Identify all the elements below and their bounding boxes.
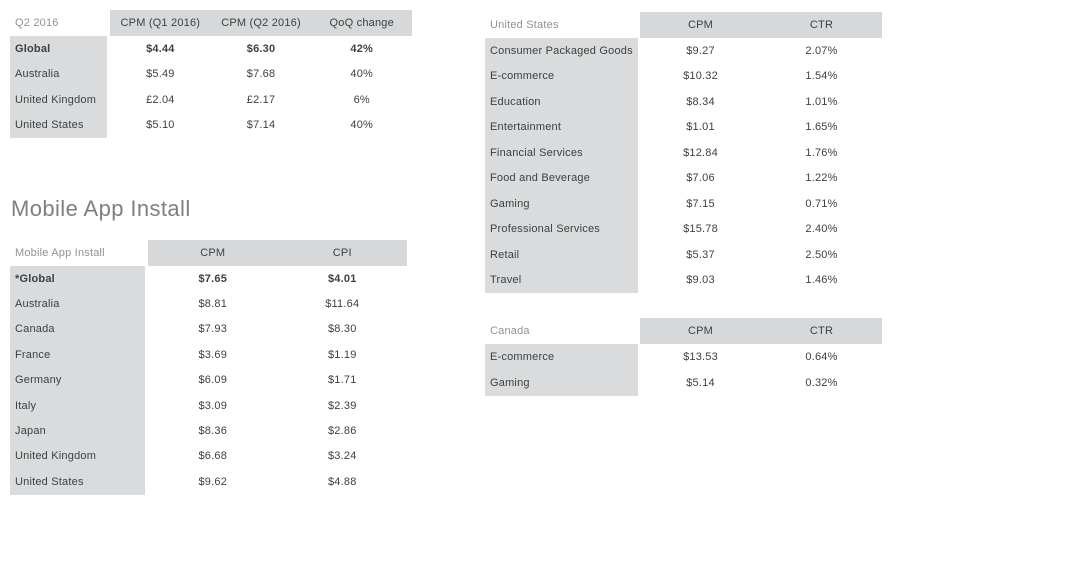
united-states-industry-table bbox=[485, 12, 882, 293]
table-row bbox=[485, 344, 882, 370]
row-label: Consumer Packaged Goods bbox=[485, 38, 638, 64]
row-label: Australia bbox=[10, 291, 145, 316]
q2-2016-cpm-table bbox=[10, 10, 412, 138]
cell-value: $6.68 bbox=[148, 444, 278, 469]
table-corner-label: Q2 2016 bbox=[10, 10, 107, 36]
cell-value: $3.24 bbox=[278, 444, 408, 469]
row-label: Financial Services bbox=[485, 140, 638, 166]
table-header-row bbox=[10, 10, 412, 36]
cell-value: $2.86 bbox=[278, 418, 408, 443]
cell-value: $3.09 bbox=[148, 393, 278, 418]
cell-value: 1.01% bbox=[761, 89, 882, 115]
cell-value: $7.15 bbox=[640, 191, 761, 217]
table-header-row bbox=[485, 12, 882, 38]
cell-value: $7.06 bbox=[640, 166, 761, 192]
section-heading: Mobile App Install bbox=[11, 196, 191, 221]
table-corner-label: Canada bbox=[485, 318, 638, 344]
table-row bbox=[10, 113, 412, 139]
table-row bbox=[10, 266, 407, 291]
row-label: Germany bbox=[10, 368, 145, 393]
cell-value: $6.30 bbox=[211, 36, 312, 62]
table-row bbox=[485, 38, 882, 64]
cell-value: $1.71 bbox=[278, 368, 408, 393]
cell-value: $4.44 bbox=[110, 36, 211, 62]
cell-value: $9.27 bbox=[640, 38, 761, 64]
cell-value: $15.78 bbox=[640, 217, 761, 243]
table-corner-label: Mobile App Install bbox=[10, 240, 145, 266]
row-label: Entertainment bbox=[485, 115, 638, 141]
cell-value: 2.07% bbox=[761, 38, 882, 64]
row-label: United States bbox=[10, 113, 107, 139]
row-label: Gaming bbox=[485, 191, 638, 217]
cell-value: $8.81 bbox=[148, 291, 278, 316]
row-label: *Global bbox=[10, 266, 145, 291]
table-row bbox=[485, 64, 882, 90]
table-row bbox=[485, 370, 882, 396]
table-row bbox=[10, 368, 407, 393]
cell-value: £2.17 bbox=[211, 87, 312, 113]
row-label: United Kingdom bbox=[10, 87, 107, 113]
row-label: Japan bbox=[10, 418, 145, 443]
row-label: Education bbox=[485, 89, 638, 115]
cell-value: $5.10 bbox=[110, 113, 211, 139]
cell-value: 6% bbox=[311, 87, 412, 113]
cell-value: $5.14 bbox=[640, 370, 761, 396]
row-label: Canada bbox=[10, 317, 145, 342]
column-header: CPM bbox=[640, 12, 761, 38]
canada-industry-table bbox=[485, 318, 882, 396]
column-header: CPM bbox=[148, 240, 278, 266]
table-row bbox=[10, 317, 407, 342]
table-row bbox=[485, 89, 882, 115]
cell-value: $7.93 bbox=[148, 317, 278, 342]
cell-value: $2.39 bbox=[278, 393, 408, 418]
column-header: CPM bbox=[640, 318, 761, 344]
cell-value: $8.34 bbox=[640, 89, 761, 115]
cell-value: $11.64 bbox=[278, 291, 408, 316]
cell-value: $4.88 bbox=[278, 469, 408, 494]
table-row bbox=[10, 87, 412, 113]
cell-value: 1.46% bbox=[761, 268, 882, 294]
table-row bbox=[10, 393, 407, 418]
cell-value: $9.62 bbox=[148, 469, 278, 494]
cell-value: $8.36 bbox=[148, 418, 278, 443]
cell-value: £2.04 bbox=[110, 87, 211, 113]
table-header-row bbox=[485, 318, 882, 344]
row-label: Australia bbox=[10, 62, 107, 88]
table-header-row bbox=[10, 240, 407, 266]
table-row bbox=[10, 62, 412, 88]
column-header: CPM (Q2 2016) bbox=[211, 10, 312, 36]
table-row bbox=[10, 469, 407, 494]
cell-value: $7.68 bbox=[211, 62, 312, 88]
table-row bbox=[485, 217, 882, 243]
cell-value: $8.30 bbox=[278, 317, 408, 342]
cell-value: $13.53 bbox=[640, 344, 761, 370]
column-header: CPI bbox=[278, 240, 408, 266]
column-header: CTR bbox=[761, 318, 882, 344]
row-label: United States bbox=[10, 469, 145, 494]
table-row bbox=[485, 191, 882, 217]
cell-value: $5.37 bbox=[640, 242, 761, 268]
table-row bbox=[10, 36, 412, 62]
mobile-app-install-table bbox=[10, 240, 407, 495]
cell-value: $3.69 bbox=[148, 342, 278, 367]
table-row bbox=[485, 140, 882, 166]
row-label: France bbox=[10, 342, 145, 367]
row-label: Global bbox=[10, 36, 107, 62]
row-label: Professional Services bbox=[485, 217, 638, 243]
cell-value: 2.40% bbox=[761, 217, 882, 243]
cell-value: $5.49 bbox=[110, 62, 211, 88]
cell-value: 40% bbox=[311, 113, 412, 139]
cell-value: 1.76% bbox=[761, 140, 882, 166]
row-label: Italy bbox=[10, 393, 145, 418]
cell-value: 0.64% bbox=[761, 344, 882, 370]
cell-value: $1.19 bbox=[278, 342, 408, 367]
row-label: Food and Beverage bbox=[485, 166, 638, 192]
cell-value: 0.32% bbox=[761, 370, 882, 396]
row-label: Travel bbox=[485, 268, 638, 294]
cell-value: 1.54% bbox=[761, 64, 882, 90]
cell-value: $1.01 bbox=[640, 115, 761, 141]
table-corner-label: United States bbox=[485, 12, 638, 38]
table-row bbox=[10, 444, 407, 469]
column-header: CPM (Q1 2016) bbox=[110, 10, 211, 36]
row-label: E-commerce bbox=[485, 64, 638, 90]
cell-value: $10.32 bbox=[640, 64, 761, 90]
table-row bbox=[10, 291, 407, 316]
cell-value: 2.50% bbox=[761, 242, 882, 268]
column-header: QoQ change bbox=[311, 10, 412, 36]
table-row bbox=[485, 268, 882, 294]
table-row bbox=[485, 166, 882, 192]
cell-value: $7.14 bbox=[211, 113, 312, 139]
table-row bbox=[10, 418, 407, 443]
row-label: Retail bbox=[485, 242, 638, 268]
row-label: Gaming bbox=[485, 370, 638, 396]
cell-value: $9.03 bbox=[640, 268, 761, 294]
cell-value: $4.01 bbox=[278, 266, 408, 291]
cell-value: $12.84 bbox=[640, 140, 761, 166]
cell-value: 0.71% bbox=[761, 191, 882, 217]
cell-value: 42% bbox=[311, 36, 412, 62]
row-label: United Kingdom bbox=[10, 444, 145, 469]
cell-value: 1.22% bbox=[761, 166, 882, 192]
cell-value: $7.65 bbox=[148, 266, 278, 291]
cell-value: $6.09 bbox=[148, 368, 278, 393]
cell-value: 40% bbox=[311, 62, 412, 88]
row-label: E-commerce bbox=[485, 344, 638, 370]
table-row bbox=[485, 242, 882, 268]
column-header: CTR bbox=[761, 12, 882, 38]
cell-value: 1.65% bbox=[761, 115, 882, 141]
table-row bbox=[10, 342, 407, 367]
table-row bbox=[485, 115, 882, 141]
